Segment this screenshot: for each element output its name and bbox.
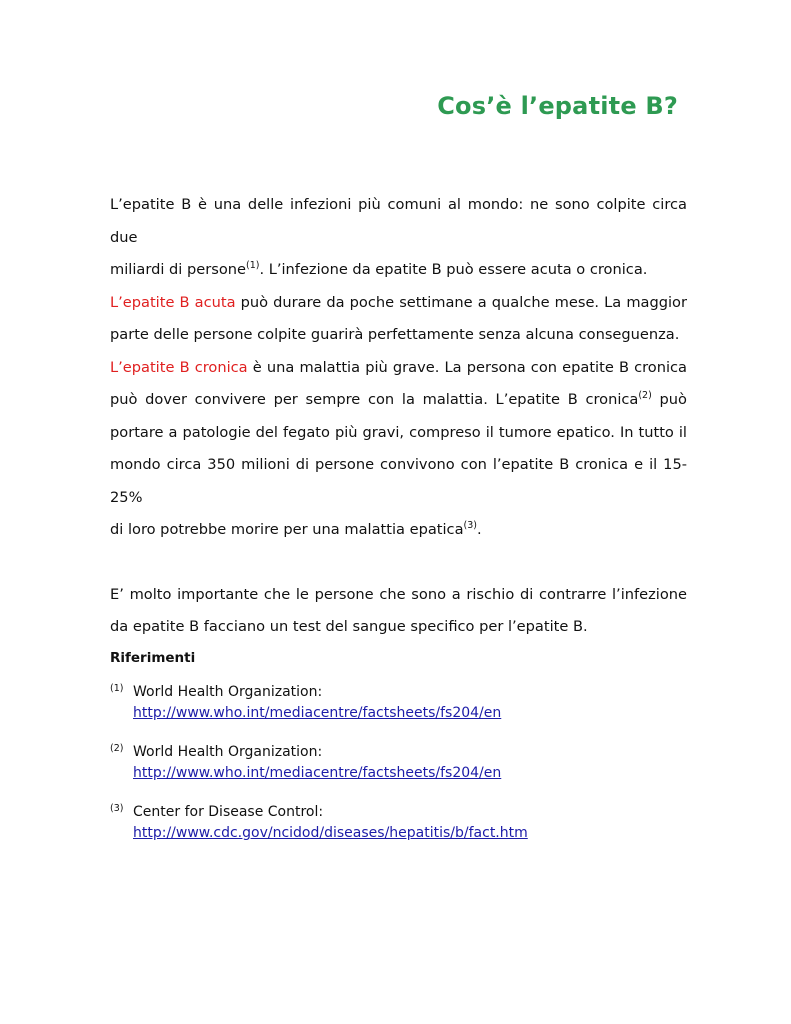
highlight-acuta: L’epatite B acuta — [110, 293, 236, 311]
reference-source: World Health Organization: — [133, 744, 323, 760]
reference-number: (1) — [110, 683, 124, 694]
reference-item — [110, 802, 670, 844]
references-heading: Riferimenti — [110, 650, 196, 666]
text: di loro potrebbe morire per una malattia epatica — [110, 521, 464, 538]
text: può dover convivere per sempre con la malattia. L’epatite B cronica — [110, 391, 639, 408]
text: . — [477, 521, 482, 538]
references-section — [110, 650, 670, 862]
text: è una malattia più grave. La persona con epatite B cronica — [247, 358, 687, 376]
text: L’epatite B è una delle infezioni più comuni al mondo: ne sono colpite circa due — [110, 196, 687, 246]
reference-item — [110, 682, 670, 724]
text: . L’infezione da epatite B può essere acuta o cronica. — [259, 261, 648, 278]
paragraph-line — [110, 352, 687, 385]
paragraph-line — [110, 611, 687, 644]
text: parte delle persone colpite guarirà perfettamente senza alcuna conseguenza. — [110, 326, 680, 343]
text: da epatite B facciano un test del sangue specifico per l’epatite B. — [110, 618, 588, 635]
reference-item — [110, 742, 670, 784]
text: mondo circa 350 milioni di persone convivono con l’epatite B cronica e il 15-25% — [110, 456, 687, 506]
text: miliardi di persone — [110, 261, 246, 278]
text: può — [651, 391, 687, 408]
reference-link[interactable]: http://www.who.int/mediacentre/factsheets/fs204/en — [133, 705, 502, 721]
reference-link[interactable]: http://www.cdc.gov/ncidod/diseases/hepatitis/b/fact.htm — [133, 825, 528, 841]
highlight-cronica: L’epatite B cronica — [110, 358, 248, 376]
footnote-ref: (1) — [245, 260, 260, 271]
page-title: Cos’è l’epatite B? — [437, 92, 678, 120]
reference-source: World Health Organization: — [133, 684, 323, 700]
paragraph-line — [110, 579, 687, 612]
paragraph-line — [110, 189, 687, 254]
text: portare a patologie del fegato più gravi, compreso il tumore epatico. In tutto il — [110, 423, 687, 441]
paragraph-line — [110, 384, 687, 417]
text: E’ molto importante che le persone che sono a rischio di contrarre l’infezione — [110, 585, 687, 603]
paragraph-line — [110, 319, 687, 352]
reference-link[interactable]: http://www.who.int/mediacentre/factsheets/fs204/en — [133, 765, 502, 781]
reference-number: (2) — [110, 743, 124, 754]
reference-number: (3) — [110, 803, 124, 814]
paragraph-line — [110, 417, 687, 450]
footnote-ref: (3) — [463, 520, 477, 531]
paragraph-line — [110, 254, 687, 287]
paragraph-line — [110, 287, 687, 320]
main-text — [110, 189, 687, 644]
paragraph-line — [110, 514, 687, 547]
reference-source: Center for Disease Control: — [133, 804, 324, 820]
text: può durare da poche settimane a qualche mese. La maggior — [235, 293, 687, 311]
footnote-ref: (2) — [638, 390, 652, 401]
paragraph-line — [110, 449, 687, 514]
